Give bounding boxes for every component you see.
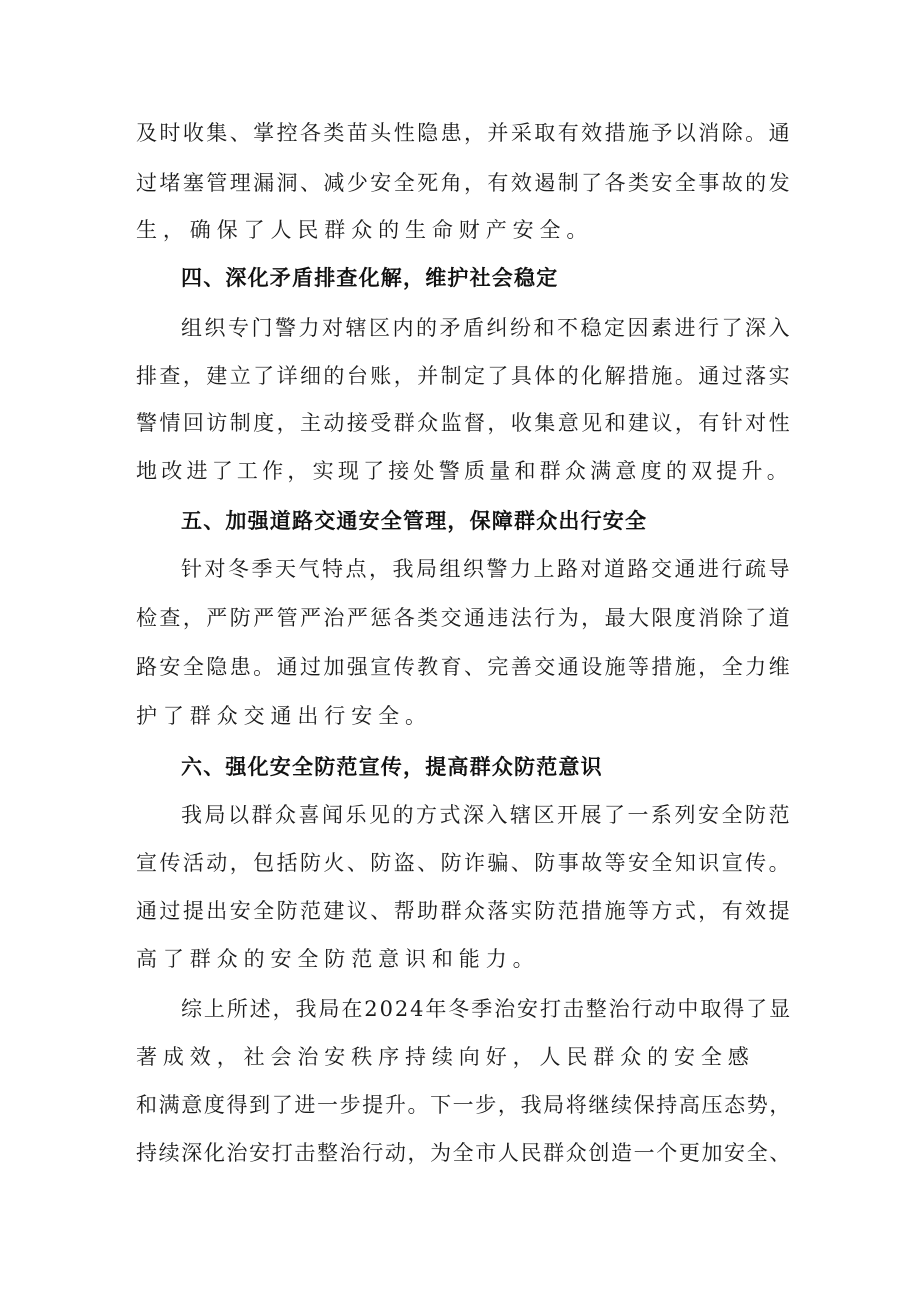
intro-line-1: 及时收集、掌控各类苗头性隐患，并采取有效措施予以消除。通 [136, 121, 792, 145]
section-5-line-4: 护了群众交通出行安全。 [136, 704, 432, 728]
section-6-line-1: 我局以群众喜闻乐见的方式深入辖区开展了一系列安全防范 [181, 803, 792, 827]
section-4-line-1: 组织专门警力对辖区内的矛盾纠纷和不稳定因素进行了深入 [181, 316, 792, 340]
intro-line-3: 生，确保了人民群众的生命财产安全。 [136, 218, 594, 242]
section-6-heading: 六、强化安全防范宣传，提高群众防范意识 [181, 755, 603, 779]
section-4-line-3: 警情回访制度，主动接受群众监督，收集意见和建议，有针对性 [136, 411, 792, 435]
section-6-line-4: 高了群众的安全防范意识和能力。 [136, 947, 540, 971]
section-4-line-4: 地改进了工作，实现了接处警质量和群众满意度的双提升。 [136, 459, 792, 483]
section-4-heading: 四、深化矛盾排查化解，维护社会稳定 [181, 266, 559, 290]
conclusion-line-4: 持续深化治安打击整治行动，为全市人民群众创造一个更加安全、 [136, 1141, 792, 1165]
intro-line-2: 过堵塞管理漏洞、减少安全死角，有效遏制了各类安全事故的发 [136, 171, 792, 195]
section-5-line-2: 检查，严防严管严治严惩各类交通违法行为，最大限度消除了道 [136, 606, 792, 630]
conclusion-line-3: 和满意度得到了进一步提升。下一步，我局将继续保持高压态势， [136, 1093, 792, 1117]
section-6-line-3: 通过提出安全防范建议、帮助群众落实防范措施等方式，有效提 [136, 899, 792, 923]
section-4-line-2: 排查，建立了详细的台账，并制定了具体的化解措施。通过落实 [136, 364, 792, 388]
section-6-line-2: 宣传活动，包括防火、防盗、防诈骗、防事故等安全知识宣传。 [136, 851, 792, 875]
section-5-line-1: 针对冬季天气特点，我局组织警力上路对道路交通进行疏导 [181, 557, 792, 581]
conclusion-line-2: 著成效，社会治安秩序持续向好，人民群众的安全感 [136, 1045, 755, 1069]
section-5-heading: 五、加强道路交通安全管理，保障群众出行安全 [181, 509, 648, 533]
conclusion-line-1: 综上所述，我局在2024年冬季治安打击整治行动中取得了显 [181, 997, 792, 1021]
section-5-line-3: 路安全隐患。通过加强宣传教育、完善交通设施等措施，全力维 [136, 655, 792, 679]
